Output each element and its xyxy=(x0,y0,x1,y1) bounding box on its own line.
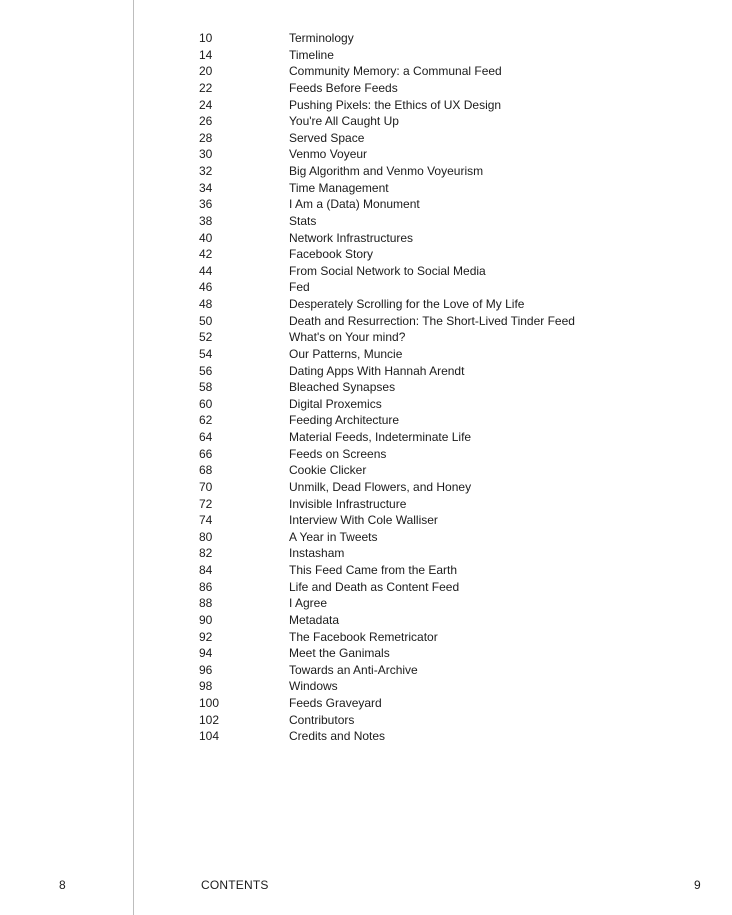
toc-entry xyxy=(199,329,575,346)
toc-entry-title: Unmilk, Dead Flowers, and Honey xyxy=(289,479,472,494)
toc-page-number: 94 xyxy=(199,646,213,661)
toc-entry xyxy=(199,246,575,263)
toc-entry-title: Interview With Cole Walliser xyxy=(289,513,438,528)
toc-entry-title: Stats xyxy=(289,213,317,228)
toc-entry xyxy=(199,296,575,313)
toc-entry-title: Network Infrastructures xyxy=(289,230,414,245)
toc-page-number: 102 xyxy=(199,712,220,727)
toc-page-number: 58 xyxy=(199,380,213,395)
toc-page-number: 104 xyxy=(199,729,220,744)
toc-entry xyxy=(199,213,575,230)
toc-entry-title: Fed xyxy=(289,280,310,295)
toc-entry xyxy=(199,712,575,729)
toc-entry xyxy=(199,512,575,529)
toc-entry xyxy=(199,396,575,413)
toc-entry-title: Credits and Notes xyxy=(289,729,386,744)
toc-page-number: 100 xyxy=(199,696,220,710)
toc-page-number: 82 xyxy=(199,546,213,561)
toc-entry xyxy=(199,678,575,695)
toc-entry-title: Community Memory: a Communal Feed xyxy=(289,64,502,79)
spread-gutter-line xyxy=(133,0,134,915)
toc-page-number: 96 xyxy=(199,662,213,677)
toc-entry-title: From Social Network to Social Media xyxy=(289,263,486,278)
toc-entry-title: Served Space xyxy=(289,130,365,145)
toc-entry xyxy=(199,496,575,513)
toc-entry xyxy=(199,562,575,579)
toc-page-number: 50 xyxy=(199,313,213,328)
toc-entry xyxy=(199,263,575,280)
toc-entry-title: Towards an Anti-Archive xyxy=(289,662,418,677)
toc-entry-title: Dating Apps With Hannah Arendt xyxy=(289,363,465,378)
toc-page-number: 28 xyxy=(199,130,213,145)
toc-page-number: 92 xyxy=(199,629,213,644)
toc-page-number: 38 xyxy=(199,213,213,228)
toc-entry xyxy=(199,429,575,446)
toc-entry-title: Feeds Before Feeds xyxy=(289,80,398,95)
toc-page-number: 54 xyxy=(199,346,213,361)
toc-entry-title: Desperately Scrolling for the Love of My Life xyxy=(289,297,525,311)
toc-entry xyxy=(199,30,575,47)
toc-page-number: 42 xyxy=(199,247,213,262)
toc-entry xyxy=(199,728,575,745)
toc-entry-title: Feeds on Screens xyxy=(289,446,387,461)
toc-page-number: 68 xyxy=(199,463,213,478)
toc-page-number: 56 xyxy=(199,363,213,378)
toc-entry-title: I Agree xyxy=(289,596,328,611)
toc-entry-title: Invisible Infrastructure xyxy=(289,496,407,511)
toc-entry xyxy=(199,695,575,712)
toc-entry-title: The Facebook Remetricator xyxy=(289,629,438,644)
toc-entry-title: Material Feeds, Indeterminate Life xyxy=(289,430,472,444)
table-of-contents xyxy=(199,30,575,745)
toc-page-number: 60 xyxy=(199,396,213,411)
toc-entry-title: This Feed Came from the Earth xyxy=(289,563,458,577)
toc-page-number: 52 xyxy=(199,330,213,345)
section-label: CONTENTS xyxy=(201,878,269,892)
toc-entry xyxy=(199,196,575,213)
toc-entry xyxy=(199,47,575,64)
toc-entry-title: Life and Death as Content Feed xyxy=(289,579,460,594)
right-page-number: 9 xyxy=(694,878,701,892)
toc-entry-title: I Am a (Data) Monument xyxy=(289,197,420,212)
toc-entry xyxy=(199,462,575,479)
toc-entry xyxy=(199,313,575,330)
toc-entry-title: Cookie Clicker xyxy=(289,463,367,478)
toc-entry xyxy=(199,230,575,247)
toc-entry-title: Meet the Ganimals xyxy=(289,646,390,661)
toc-page-number: 88 xyxy=(199,596,213,611)
toc-entry xyxy=(199,113,575,130)
toc-entry-title: Our Patterns, Muncie xyxy=(289,346,403,361)
toc-entry xyxy=(199,80,575,97)
toc-entry xyxy=(199,529,575,546)
toc-page-number: 86 xyxy=(199,579,213,594)
toc-entry xyxy=(199,446,575,463)
toc-entry xyxy=(199,412,575,429)
toc-entry xyxy=(199,130,575,147)
toc-page-number: 62 xyxy=(199,413,213,428)
toc-page-number: 70 xyxy=(199,479,213,494)
toc-entry xyxy=(199,479,575,496)
toc-page-number: 98 xyxy=(199,679,213,694)
toc-page-number: 46 xyxy=(199,280,213,295)
toc-page-number: 14 xyxy=(199,47,213,62)
toc-entry-title: Big Algorithm and Venmo Voyeurism xyxy=(289,164,484,178)
toc-entry xyxy=(199,545,575,562)
toc-page-number: 90 xyxy=(199,612,213,627)
toc-entry-title: Instasham xyxy=(289,546,345,561)
toc-page-number: 10 xyxy=(199,31,213,45)
toc-entry-title: A Year in Tweets xyxy=(289,529,378,544)
toc-entry-title: Windows xyxy=(289,679,338,694)
toc-entry xyxy=(199,363,575,380)
toc-entry xyxy=(199,163,575,180)
toc-page-number: 32 xyxy=(199,164,213,178)
toc-entry-title: Venmo Voyeur xyxy=(289,147,368,162)
toc-page-number: 66 xyxy=(199,446,213,461)
toc-entry-title: Feeds Graveyard xyxy=(289,696,382,710)
toc-entry-title: Facebook Story xyxy=(289,247,374,262)
toc-entry-title: Death and Resurrection: The Short-Lived Tinder Feed xyxy=(289,313,575,328)
toc-entry xyxy=(199,579,575,596)
toc-entry xyxy=(199,629,575,646)
toc-entry-title: Pushing Pixels: the Ethics of UX Design xyxy=(289,97,502,112)
toc-page-number: 30 xyxy=(199,147,213,162)
toc-entry-title: Terminology xyxy=(289,31,354,45)
toc-page-number: 36 xyxy=(199,197,213,212)
toc-entry xyxy=(199,662,575,679)
toc-page-number: 64 xyxy=(199,430,213,444)
toc-entry xyxy=(199,379,575,396)
toc-entry-title: Bleached Synapses xyxy=(289,380,396,395)
toc-page-number: 26 xyxy=(199,114,213,129)
toc-page-number: 34 xyxy=(199,180,213,195)
left-page-number: 8 xyxy=(59,878,66,892)
toc-entry-title: Digital Proxemics xyxy=(289,396,382,411)
toc-entry-title: You're All Caught Up xyxy=(289,114,399,129)
toc-page-number: 22 xyxy=(199,80,213,95)
toc-entry xyxy=(199,279,575,296)
toc-page-number: 40 xyxy=(199,230,213,245)
toc-entry-title: Contributors xyxy=(289,712,355,727)
toc-entry-title: Feeding Architecture xyxy=(289,413,400,428)
toc-entry xyxy=(199,346,575,363)
toc-entry-title: Timeline xyxy=(289,47,334,62)
toc-entry xyxy=(199,146,575,163)
toc-page-number: 74 xyxy=(199,513,213,528)
toc-entry xyxy=(199,180,575,197)
toc-entry xyxy=(199,612,575,629)
toc-entry-title: Time Management xyxy=(289,180,389,195)
toc-page-number: 80 xyxy=(199,529,213,544)
toc-page-number: 48 xyxy=(199,297,213,311)
toc-entry xyxy=(199,645,575,662)
toc-page-number: 44 xyxy=(199,263,213,278)
toc-entry xyxy=(199,63,575,80)
toc-page-number: 84 xyxy=(199,563,213,577)
toc-page-number: 24 xyxy=(199,97,213,112)
toc-entry xyxy=(199,595,575,612)
toc-page-number: 72 xyxy=(199,496,213,511)
toc-entry-title: Metadata xyxy=(289,612,340,627)
toc-entry-title: What's on Your mind? xyxy=(289,330,406,345)
toc-page-number: 20 xyxy=(199,64,213,79)
toc-entry xyxy=(199,97,575,114)
